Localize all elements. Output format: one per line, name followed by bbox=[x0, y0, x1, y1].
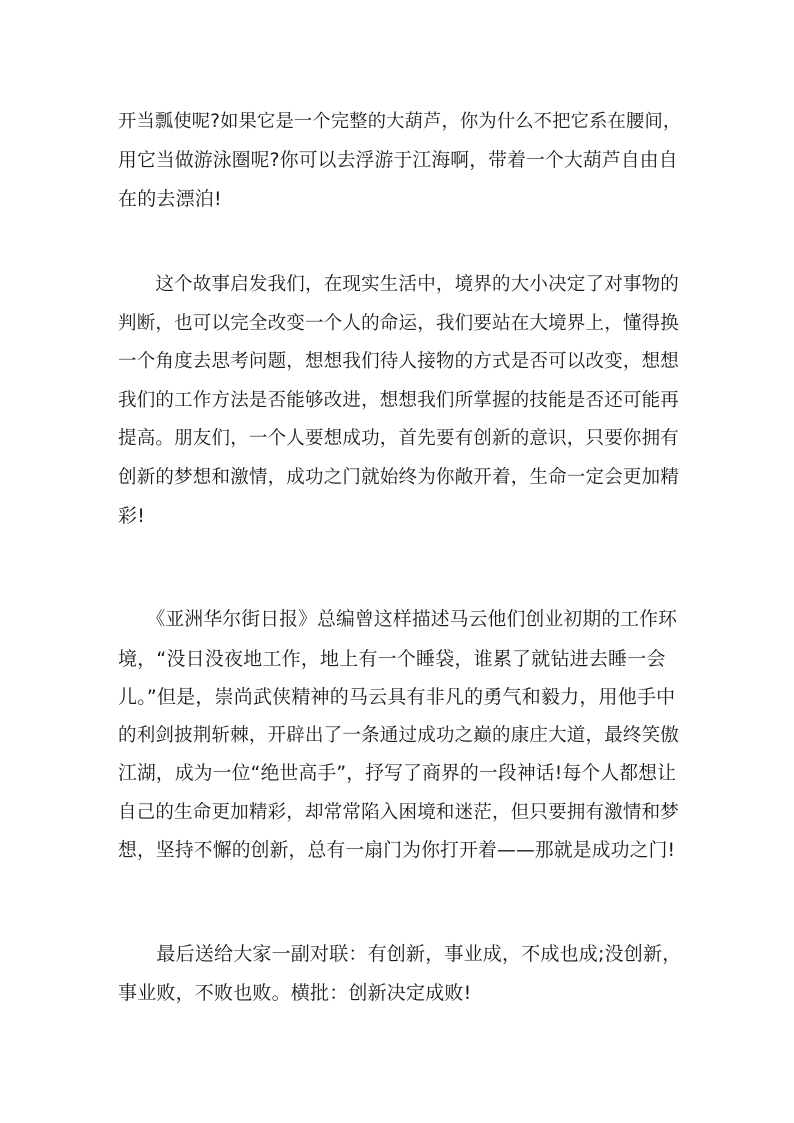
text-line: 江湖，成为一位“绝世高手”，抒写了商界的一段神话!每个人都想让 bbox=[118, 763, 677, 784]
text-line: 想，坚持不懈的创新，总有一扇门为你打开着——那就是成功之门! bbox=[118, 840, 676, 861]
text-line: 最后送给大家一副对联：有创新，事业成，不成也成;没创新， bbox=[118, 943, 682, 965]
text-line: 事业败，不败也败。横批：创新决定成败! bbox=[118, 981, 472, 1004]
text-line: 《亚洲华尔街日报》总编曾这样描述马云他们创业初期的工作环 bbox=[118, 609, 678, 630]
paragraph-story-lesson bbox=[118, 266, 680, 536]
text-line: 在的去漂泊! bbox=[118, 188, 222, 210]
text-line: 自己的生命更加精彩，却常常陷入困境和迷茫，但只要拥有激情和梦 bbox=[118, 801, 680, 823]
text-line: 判断，也可以完全改变一个人的命运，我们要站在大境界上，懂得换 bbox=[118, 312, 680, 334]
text-line: 创新的梦想和激情，成功之门就始终为你敞开着，生命一定会更加精 bbox=[118, 466, 680, 488]
text-line: 这个故事启发我们，在现实生活中，境界的大小决定了对事物的 bbox=[118, 274, 680, 295]
paragraph-closing-couplet bbox=[118, 935, 680, 1012]
text-line: 儿。”但是，崇尚武侠精神的马云具有非凡的勇气和毅力，用他手中 bbox=[118, 686, 676, 708]
text-line: 的利剑披荆斩棘，开辟出了一条通过成功之巅的康庄大道，最终笑傲 bbox=[118, 724, 680, 746]
text-line: 彩! bbox=[118, 505, 146, 527]
text-line: 开当瓢使呢?如果它是一个完整的大葫芦，你为什么不把它系在腰间， bbox=[118, 111, 682, 132]
text-line: 一个角度去思考问题，想想我们待人接物的方式是否可以改变，想想 bbox=[118, 351, 680, 372]
paragraph-jack-ma-story bbox=[118, 601, 680, 871]
text-line: 我们的工作方法是否能够改进，想想我们所掌握的技能是否还可能再 bbox=[118, 389, 680, 411]
text-line: 用它当做游泳圈呢?你可以去浮游于江海啊，带着一个大葫芦自由自 bbox=[118, 149, 678, 171]
text-line: 境，“没日没夜地工作，地上有一个睡袋，谁累了就钻进去睡一会 bbox=[118, 647, 666, 670]
text-line: 提高。朋友们，一个人要想成功，首先要有创新的意识，只要你拥有 bbox=[118, 428, 680, 449]
paragraph-gourd-story-ending bbox=[118, 103, 680, 219]
